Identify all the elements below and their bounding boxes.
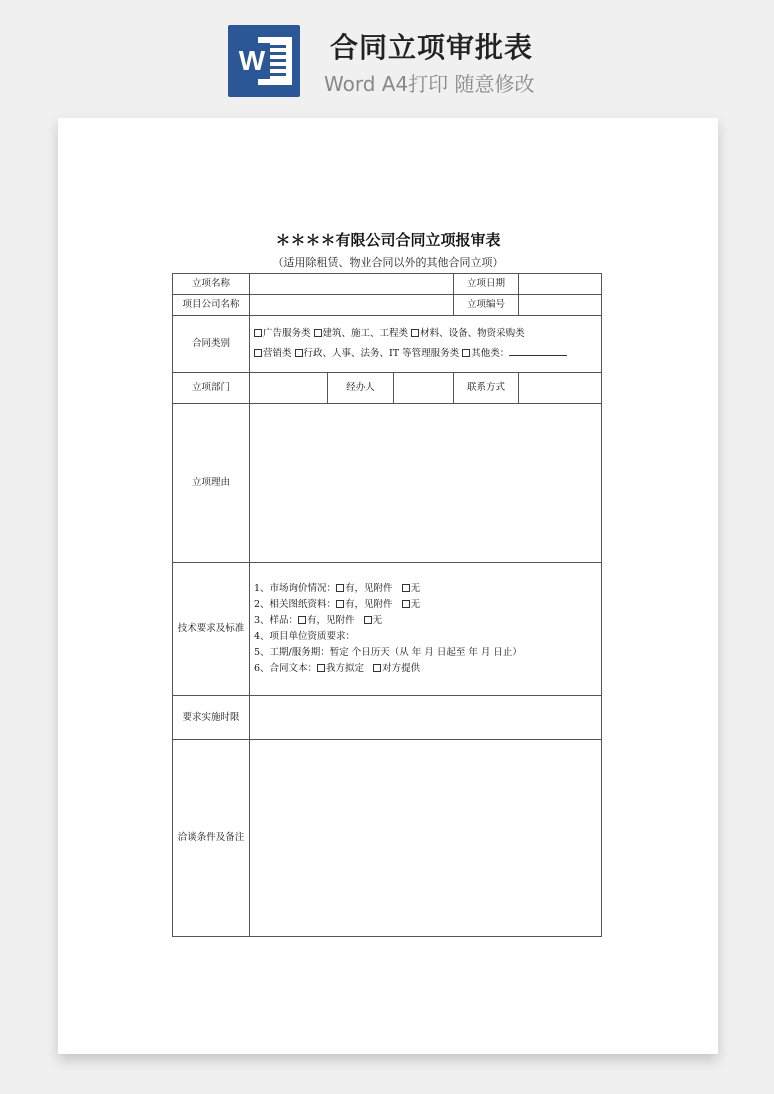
tech-option: 无: [372, 615, 383, 626]
field-notes[interactable]: [250, 740, 602, 937]
checkbox[interactable]: [298, 616, 306, 624]
label-project-number: 立项编号: [454, 295, 519, 316]
field-contract-category: [250, 316, 602, 373]
label-notes: 洽谈条件及备注: [173, 740, 250, 937]
tech-line-4: 4、项目单位资质要求：: [254, 631, 356, 642]
field-project-number[interactable]: [519, 295, 602, 316]
category-line-1: [254, 324, 597, 344]
field-company-name[interactable]: [250, 295, 454, 316]
row-notes: [173, 740, 602, 937]
approval-form: [172, 273, 602, 937]
document-page: [58, 118, 718, 1054]
tech-line-6: [254, 661, 597, 677]
document-subtitle: （适用除租赁、物业合同以外的其他合同立项）: [272, 256, 504, 269]
row-deadline: [173, 696, 602, 740]
checkbox[interactable]: [411, 329, 419, 337]
category-option: 行政、人事、法务、IT 等管理服务类: [303, 348, 460, 359]
row-company-name: [173, 295, 602, 316]
checkbox[interactable]: [402, 584, 410, 592]
tech-line-1: [254, 581, 597, 597]
row-department: [173, 373, 602, 404]
checkbox[interactable]: [402, 600, 410, 608]
field-contact[interactable]: [519, 373, 602, 404]
field-department[interactable]: [250, 373, 328, 404]
tech-option: 对方提供: [382, 663, 421, 674]
word-icon: [228, 25, 300, 97]
label-contact: 联系方式: [454, 373, 519, 404]
tech-item: 1、市场询价情况：: [254, 583, 337, 594]
label-tech: 技术要求及标准: [173, 563, 250, 696]
label-deadline: 要求实施时限: [173, 696, 250, 740]
row-contract-category: [173, 316, 602, 373]
category-option: 其他类：: [471, 348, 510, 359]
word-letter: W: [234, 43, 270, 79]
checkbox[interactable]: [295, 349, 303, 357]
tech-line-5: 5、工期/服务期：暂定 个日历天（从 年 月 日起至 年 月 日止）: [254, 647, 522, 658]
tech-option: 有，见附件: [307, 615, 355, 626]
row-project-name: [173, 274, 602, 295]
category-option: 材料、设备、物资采购类: [420, 328, 525, 339]
checkbox[interactable]: [314, 329, 322, 337]
field-reason[interactable]: [250, 404, 602, 563]
category-option: 营销类: [263, 348, 292, 359]
row-reason: [173, 404, 602, 563]
tech-item: 2、相关图纸资料：: [254, 599, 337, 610]
tech-option: 无: [410, 583, 421, 594]
label-contract-category: 合同类别: [173, 316, 250, 373]
field-handler[interactable]: [394, 373, 454, 404]
field-project-date[interactable]: [519, 274, 602, 295]
tech-option: 我方拟定: [326, 663, 365, 674]
tech-item: 6、合同文本：: [254, 663, 318, 674]
label-company-name: 项目公司名称: [173, 295, 250, 316]
category-line-2: [254, 344, 597, 364]
label-handler: 经办人: [328, 373, 394, 404]
document-title: ＊＊＊＊有限公司合同立项报审表: [275, 231, 501, 249]
label-reason: 立项理由: [173, 404, 250, 563]
tech-line-3: [254, 613, 597, 629]
checkbox[interactable]: [364, 616, 372, 624]
field-deadline[interactable]: [250, 696, 602, 740]
checkbox[interactable]: [336, 584, 344, 592]
checkbox[interactable]: [336, 600, 344, 608]
category-option: 建筑、施工、工程类: [322, 328, 409, 339]
checkbox[interactable]: [254, 349, 262, 357]
page-subtitle: Word A4打印 随意修改: [324, 72, 535, 96]
page-title: 合同立项审批表: [330, 31, 534, 64]
other-blank[interactable]: [509, 346, 567, 356]
label-project-name: 立项名称: [173, 274, 250, 295]
tech-item: 3、样品：: [254, 615, 299, 626]
tech-option: 有，见附件: [345, 599, 393, 610]
checkbox[interactable]: [254, 329, 262, 337]
tech-line-2: [254, 597, 597, 613]
label-department: 立项部门: [173, 373, 250, 404]
row-tech: [173, 563, 602, 696]
field-tech: [250, 563, 602, 696]
checkbox[interactable]: [373, 664, 381, 672]
tech-option: 无: [410, 599, 421, 610]
tech-option: 有，见附件: [345, 583, 393, 594]
header: [0, 0, 774, 110]
checkbox[interactable]: [462, 349, 470, 357]
label-project-date: 立项日期: [454, 274, 519, 295]
category-option: 广告服务类: [263, 328, 311, 339]
field-project-name[interactable]: [250, 274, 454, 295]
checkbox[interactable]: [317, 664, 325, 672]
